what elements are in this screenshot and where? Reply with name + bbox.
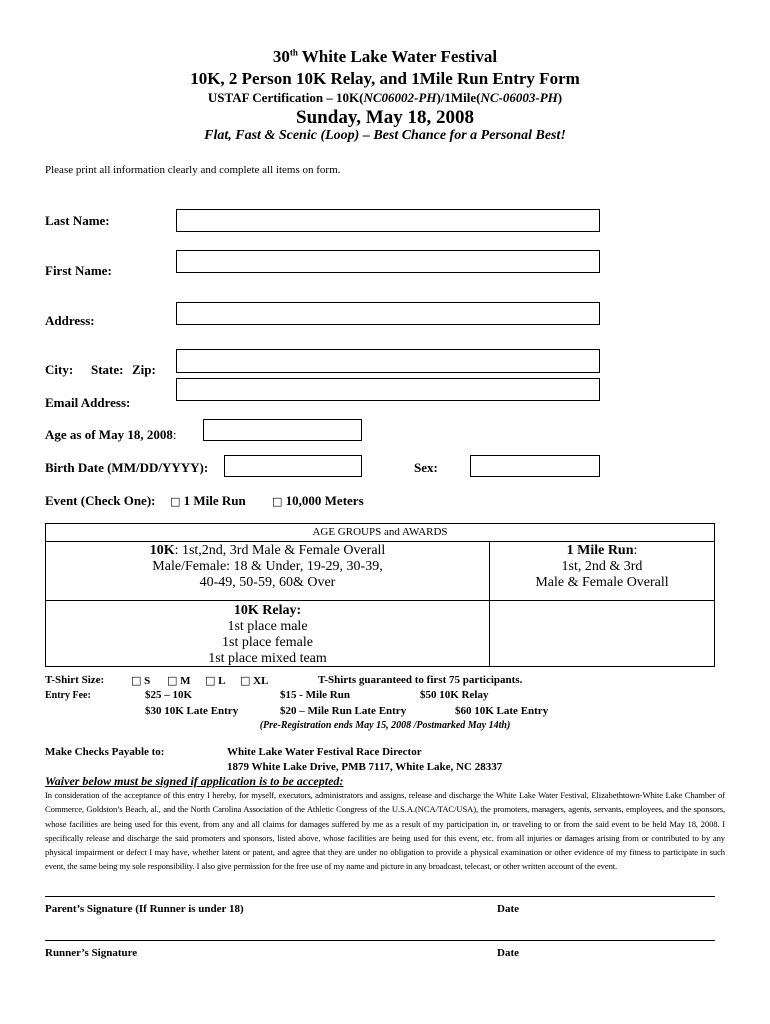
runner-date-label: Date — [497, 947, 519, 959]
waiver-text: In consideration of the acceptance of this entry I hereby, for myself, executors, administrators and assigns, release and discharge the White Lake Water Festival, Elizabethtown-White Lake Chamber of Commerce, Goldston’s Beach, al., and the North Carolina Association of the Athletic Congress of the U.S.A.(NCA/TAC/USA), the promoters, managers, agents, servants, employees, and the sponsors, whose facilities are being used for this event, from any and all claims for damages suffered by me as a result of my participation in, or traveling to or from the said event to be held May 18, 2008. I specifically release and discharge the said promoters and sponsors, listed above, whose facilities are being used for this event, etc. from all injuries or damages arising from or contributed to by any physical impairment or defect I may have, whether latent or patent, and agree that they are under no obligation to provide a physical examination or other evidence of my fitness to participate in such event, the same being my sole responsibility. I also give permission for the free use of my name and picture in any broadcast, telecast, or other written account of the event. — [45, 790, 725, 872]
parent-date-label: Date — [497, 903, 519, 915]
tshirt-size-xl[interactable]: □ XL — [240, 674, 269, 687]
relay-label: 10K Relay: — [233, 603, 302, 618]
email-field[interactable] — [176, 378, 600, 401]
first-name-field[interactable] — [176, 250, 600, 273]
instructions: Please print all information clearly and complete all items on form. — [45, 164, 341, 176]
payable-label: Make Checks Payable to: — [45, 746, 165, 758]
fee-10k: $25 – 10K — [145, 689, 193, 701]
relay-award-1: 1st place male — [227, 619, 308, 634]
age-groups-title: AGE GROUPS and AWARDS — [312, 526, 448, 538]
mile-awards-line-2: 1st, 2nd & 3rd — [561, 559, 643, 574]
first-name-label: First Name: — [45, 263, 112, 278]
checkbox-icon[interactable]: □ — [205, 674, 216, 687]
runner-signature-line[interactable] — [45, 940, 715, 941]
state-label: State: — [91, 362, 124, 377]
age-groups-table — [45, 523, 715, 667]
divider — [46, 600, 714, 601]
relay-award-3: 1st place mixed team — [208, 651, 327, 666]
10k-awards-line-2: Male/Female: 18 & Under, 19-29, 30-39, — [152, 559, 383, 574]
sex-field[interactable] — [470, 455, 600, 477]
event-label: Event (Check One): — [45, 493, 156, 508]
runner-signature-label: Runner’s Signature — [45, 947, 138, 959]
festival-title: 30th White Lake Water Festival — [272, 47, 498, 66]
payable-name: White Lake Water Festival Race Director — [227, 746, 422, 758]
mile-awards-line-1: 1 Mile Run: — [566, 543, 638, 558]
email-label: Email Address: — [45, 395, 131, 410]
tshirt-size-s[interactable]: □ S — [131, 674, 151, 687]
10k-awards-line-3: 40-49, 50-59, 60& Over — [199, 575, 336, 590]
parent-signature-label: Parent’s Signature (If Runner is under 18) — [45, 903, 244, 915]
address-label: Address: — [45, 313, 95, 328]
last-name-label: Last Name: — [45, 213, 110, 228]
10k-awards-line-1: 10K: 1st,2nd, 3rd Male & Female Overall — [149, 543, 386, 558]
tshirt-size-m[interactable]: □ M — [167, 674, 191, 687]
birth-date-label: Birth Date (MM/DD/YYYY): — [45, 460, 209, 475]
checkbox-icon[interactable]: □ — [131, 674, 142, 687]
fee-10k-late: $30 10K Late Entry — [145, 705, 239, 717]
sex-label: Sex: — [414, 460, 438, 475]
mile-awards-line-3: Male & Female Overall — [535, 575, 669, 590]
waiver-heading: Waiver below must be signed if application is to be accepted: — [45, 774, 344, 788]
fee-mile-late: $20 – Mile Run Late Entry — [280, 705, 407, 717]
checkbox-icon[interactable]: □ — [272, 495, 283, 508]
event-option-10000m[interactable]: □ 10,000 Meters — [272, 493, 364, 508]
city-state-zip-field[interactable] — [176, 349, 600, 373]
last-name-field[interactable] — [176, 209, 600, 232]
tshirt-size-l[interactable]: □ L — [205, 674, 226, 687]
fee-mile: $15 - Mile Run — [280, 689, 350, 701]
age-label: Age as of May 18, 2008: — [45, 427, 177, 442]
preregistration-note: (Pre-Registration ends May 15, 2008 /Postmarked May 14th) — [259, 720, 511, 731]
relay-award-2: 1st place female — [222, 635, 313, 650]
fee-relay-late: $60 10K Late Entry — [455, 705, 549, 717]
form-title: 10K, 2 Person 10K Relay, and 1Mile Run Entry Form — [190, 69, 580, 88]
event-option-1-mile[interactable]: □ 1 Mile Run — [170, 493, 246, 508]
divider — [46, 541, 714, 542]
tshirt-label: T-Shirt Size: — [45, 674, 105, 686]
checkbox-icon[interactable]: □ — [167, 674, 178, 687]
address-field[interactable] — [176, 302, 600, 325]
event-date: Sunday, May 18, 2008 — [296, 107, 474, 128]
zip-label: Zip: — [132, 362, 156, 377]
birth-date-field[interactable] — [224, 455, 362, 477]
checkbox-icon[interactable]: □ — [170, 495, 181, 508]
tshirt-note: T-Shirts guaranteed to first 75 participants. — [318, 674, 523, 686]
certification-line: USTAF Certification – 10K(NC06002-PH)/1Mile(NC-06003-PH) — [207, 90, 563, 105]
payable-address: 1879 White Lake Drive, PMB 7117, White Lake, NC 28337 — [227, 761, 503, 773]
age-field[interactable] — [203, 419, 362, 441]
tagline: Flat, Fast & Scenic (Loop) – Best Chance for a Personal Best! — [204, 128, 566, 143]
city-label: City: — [45, 362, 74, 377]
checkbox-icon[interactable]: □ — [240, 674, 251, 687]
entry-fee-label: Entry Fee: — [45, 690, 91, 701]
fee-relay: $50 10K Relay — [420, 689, 489, 701]
parent-signature-line[interactable] — [45, 896, 715, 897]
